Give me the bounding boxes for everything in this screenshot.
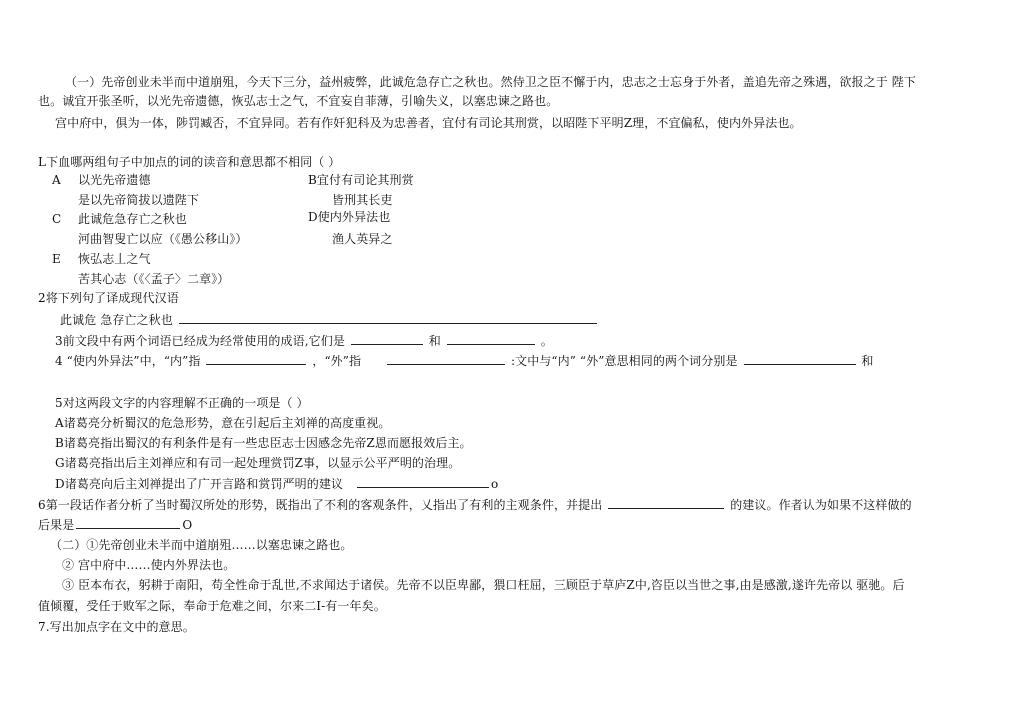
- question-1-stem: L下血哪两组句子中加点的词的读音和意思都不相同（ ）: [38, 155, 341, 169]
- option-a-sentence-1: 以光先帝遗德: [78, 173, 151, 187]
- question-3-and: 和: [428, 334, 441, 348]
- question-2-stem: 2将下列句了译成现代汉语: [38, 291, 179, 305]
- question-4-tail: :文中与“内” “外”意思相同的两个词分别是: [510, 354, 738, 368]
- option-c-label: C: [52, 212, 62, 226]
- question-6-line-1: [38, 496, 912, 513]
- question-5-option-a: A诸葛亮分析蜀汉的危急形势，意在引起后主刘禅的高度重视。: [55, 416, 391, 430]
- option-d-sentence-1: D使内外异法也: [308, 210, 391, 224]
- option-a-label: A: [52, 173, 61, 187]
- answer-blank[interactable]: [351, 332, 423, 345]
- option-e-sentence-1: 恢弘志丄之气: [78, 252, 151, 266]
- part-2-heading: （二）①先帝创业未半而中道崩殂……以塞忠谏之路也。: [50, 538, 353, 552]
- option-c-sentence-2: 河曲智叟亡以应（《愚公移山》）: [78, 232, 248, 246]
- option-b-sentence-2: 皆刑其长吏: [332, 193, 393, 207]
- question-6-text-end: 的建议。作者认为如果不这样做的: [730, 498, 912, 512]
- question-5-option-d-text: D诸葛亮向后主刘禅提出了广开言路和赏罚严明的建议: [55, 477, 344, 491]
- question-4-stem: 4 “使内外异法”中，“内”指: [55, 354, 201, 368]
- part-2-excerpt-3-line-1: ③ 臣本布衣，躬耕于南阳，苟全性命于乱世,不求闻达于诸侯。先帝不以臣卑鄙，猥口枉屈，三顾臣于草庐Z中,咨臣以当世之事,由是感激,遂许先帝以 驱驰。后: [62, 578, 905, 592]
- answer-blank[interactable]: [447, 332, 535, 345]
- question-6-end: O: [182, 518, 193, 532]
- question-3-stem: 3前文段中有两个词语已经成为经常使用的成语,它们是: [55, 334, 345, 348]
- question-6-text: 6第一段话作者分析了当时蜀汉所处的形势，既指出了不利的客观条件，乂指出了有利的主观条件，并提出: [38, 498, 603, 512]
- question-5-option-c: G诸葛亮指出后主刘禅应和有司一起处理赏罚Z事，以显示公平严明的治理。: [55, 456, 461, 470]
- passage-paragraph-2: 宫中府中，俱为一体，陟罚臧否，不宜异同。若有作奸犯科及为忠善者，宜付有司论其刑赏，以昭陛下平明Z理，不宜偏私，使内外异法也。: [55, 116, 802, 130]
- question-4: [55, 352, 874, 369]
- option-c-sentence-1: 此诚危急存亡之秋也: [78, 212, 187, 226]
- option-e-label: E: [52, 252, 61, 266]
- answer-blank[interactable]: [76, 516, 180, 529]
- question-6-consequence: 后果是: [38, 518, 75, 532]
- question-4-and: 和: [861, 354, 874, 368]
- question-3: [55, 332, 553, 349]
- passage-paragraph-1-line-1: （一）先帝创业未半而中道崩殂，今天下三分，益州疲弊，此诚危急存亡之秋也。然侍卫之臣不懈于内，忠志之士忘身于外者，盖追先帝之殊遇，欲报之于 陛下: [65, 75, 916, 89]
- option-a-sentence-2: 是以先帝简拔以遗陛下: [78, 193, 200, 207]
- option-e-sentence-2: 苦其心志（《〈孟子〉二章》）: [78, 272, 230, 286]
- question-7-stem: 7.写出加点字在文中的意思。: [38, 620, 195, 634]
- answer-blank[interactable]: [206, 352, 306, 365]
- answer-blank[interactable]: [744, 352, 856, 365]
- question-6-line-2: [38, 516, 192, 533]
- question-2-sentence: [60, 311, 599, 328]
- answer-blank[interactable]: [608, 496, 724, 509]
- question-5-option-b: B诸葛亮指出蜀汉的有利条件是有一些忠臣志士因感念先帝Z恩而愿报效后主。: [55, 436, 472, 450]
- option-d-sentence-2: 渔人英异之: [332, 232, 393, 246]
- part-2-excerpt-3-line-2: 值倾覆，受任于败军之际，奉命于危难之间，尔来二I-有一年矣。: [38, 599, 386, 613]
- question-4-outer: ，“外”指: [312, 354, 362, 368]
- question-3-end: 。: [540, 334, 553, 348]
- question-5-option-d-end: o: [490, 477, 499, 491]
- question-2-sentence-text: 此诚危 急存亡之秋也: [60, 313, 173, 327]
- question-5-stem: 5对这两段文字的内容理解不正确的一项是（ ）: [55, 396, 309, 410]
- answer-blank[interactable]: [387, 352, 505, 365]
- option-b-sentence-1: B宜付有司论其刑赏: [308, 173, 414, 187]
- passage-paragraph-1-line-2: 也。诚宜开张圣听，以光先帝遗德，恢弘志士之气，不宜妄自菲薄，引喻失义，以塞忠谏之路也。: [38, 94, 559, 108]
- answer-blank[interactable]: [357, 475, 489, 488]
- part-2-excerpt-2: ② 宫中府中……使内外界法也。: [62, 558, 236, 572]
- question-5-option-d: [55, 475, 498, 492]
- answer-blank[interactable]: [179, 311, 597, 324]
